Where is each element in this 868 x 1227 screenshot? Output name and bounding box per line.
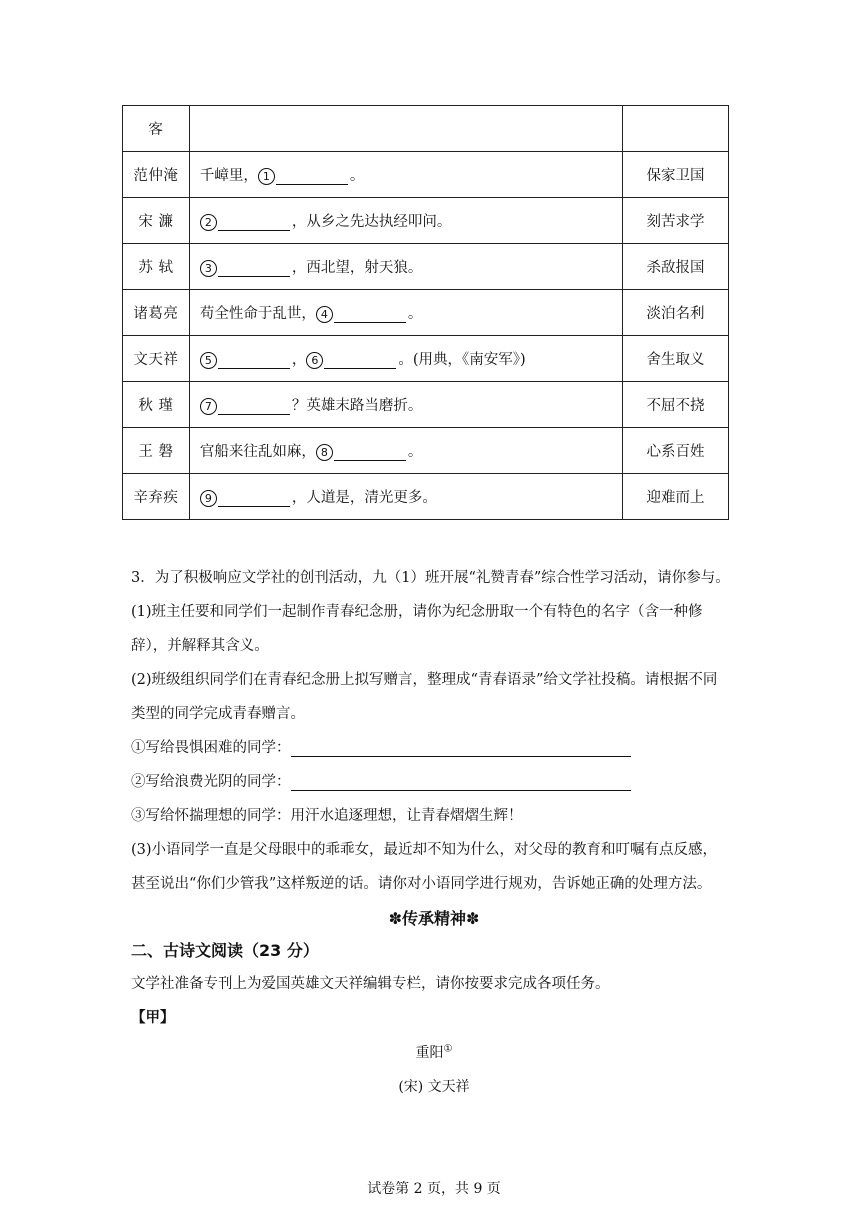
- verse-cell: [189, 106, 622, 152]
- q3-sub2-answer-blank[interactable]: [291, 774, 631, 791]
- blank-number: 2: [200, 214, 217, 231]
- answer-blank[interactable]: [218, 490, 290, 507]
- verse-text: ？英雄末路当磨折。: [291, 398, 423, 414]
- table-row: [123, 428, 729, 474]
- author-cell: 王 磐: [123, 428, 190, 474]
- answer-blank[interactable]: [218, 352, 290, 369]
- blank-number: 1: [258, 168, 275, 185]
- table-row: [123, 336, 729, 382]
- theme-cell: 保家卫国: [623, 152, 729, 198]
- answer-blank[interactable]: [276, 168, 348, 185]
- author-cell: 范仲淹: [123, 152, 190, 198]
- theme-cell: 杀敌报国: [623, 244, 729, 290]
- theme-cell: 舍生取义: [623, 336, 729, 382]
- verse-text: ，: [291, 352, 307, 368]
- answer-blank[interactable]: [218, 214, 290, 231]
- answer-blank[interactable]: [218, 260, 290, 277]
- poem-title: 重阳: [415, 1045, 444, 1061]
- table-row: [123, 474, 729, 520]
- verse-text: 。: [407, 444, 423, 460]
- table-row: [123, 382, 729, 428]
- section-divider: ✽传承精神✽: [388, 909, 480, 928]
- author-cell: 宋 濂: [123, 198, 190, 244]
- blank-number: 5: [200, 352, 217, 369]
- page-footer: 试卷第 2 页，共 9 页: [367, 1181, 501, 1197]
- q3-sub2-label: ②写给浪费光阴的同学：: [131, 774, 291, 790]
- theme-cell: 刻苦求学: [623, 198, 729, 244]
- poem-table: [122, 105, 729, 520]
- poem-footnote-mark: ①: [443, 1043, 453, 1055]
- table-row: [123, 198, 729, 244]
- answer-blank[interactable]: [334, 444, 406, 461]
- verse-text: 官船来往乱如麻，: [199, 444, 316, 460]
- verse-text: 。: [349, 168, 365, 184]
- verse-text: 千嶂里，: [199, 168, 258, 184]
- verse-cell: [189, 474, 622, 520]
- q3-part1-line1: (1)班主任要和同学们一起制作青春纪念册，请你为纪念册取一个有特色的名字（含一种修: [131, 604, 703, 620]
- q3-sub1-label: ①写给畏惧困难的同学：: [131, 740, 291, 756]
- q3-stem: 3．为了积极响应文学社的创刊活动，九（1）班开展“礼赞青春”综合性学习活动，请你参与。: [131, 570, 730, 586]
- verse-cell: [189, 244, 622, 290]
- blank-number: 9: [200, 490, 217, 507]
- theme-cell: 迎难而上: [623, 474, 729, 520]
- blank-number: 7: [200, 398, 217, 415]
- verse-text: ，西北望，射天狼。: [291, 260, 423, 276]
- verse-cell: [189, 382, 622, 428]
- table-row: [123, 106, 729, 152]
- verse-cell: [189, 290, 622, 336]
- verse-text: ，从乡之先达执经叩问。: [291, 214, 452, 230]
- section2-title: 二、古诗文阅读（23 分）: [131, 941, 319, 960]
- q3-part2-line2: 类型的同学完成青春赠言。: [131, 706, 305, 722]
- blank-number: 8: [316, 444, 333, 461]
- verse-cell: [189, 198, 622, 244]
- theme-cell: [623, 106, 729, 152]
- q3-part3-line2: 甚至说出“你们少管我”这样叛逆的话。请你对小语同学进行规劝，告诉她正确的处理方法。: [131, 876, 712, 892]
- author-cell: 辛弃疾: [123, 474, 190, 520]
- answer-blank[interactable]: [334, 306, 406, 323]
- blank-number: 6: [306, 352, 323, 369]
- blank-number: 3: [200, 260, 217, 277]
- verse-cell: [189, 152, 622, 198]
- table-row: [123, 244, 729, 290]
- q3-part2-line1: (2)班级组织同学们在青春纪念册上拟写赠言，整理成“青春语录”给文学社投稿。请根据不同: [131, 672, 718, 688]
- author-cell: 苏 轼: [123, 244, 190, 290]
- section2-intro: 文学社准备专刊上为爱国英雄文天祥编辑专栏，请你按要求完成各项任务。: [131, 976, 610, 992]
- author-cell: 文天祥: [123, 336, 190, 382]
- q3-sub1-answer-blank[interactable]: [291, 740, 631, 757]
- answer-blank[interactable]: [324, 352, 396, 369]
- q3-sub2: [131, 770, 631, 791]
- verse-text: 。(用典，《南安军》): [398, 352, 526, 368]
- verse-cell: [189, 336, 622, 382]
- q3-part3-line1: (3)小语同学一直是父母眼中的乖乖女，最近却不知为什么，对父母的教育和叮嘱有点反感，: [131, 842, 718, 858]
- table-row: [123, 152, 729, 198]
- verse-cell: [189, 428, 622, 474]
- q3-part1-line2: 辞），并解释其含义。: [131, 638, 269, 654]
- theme-cell: 淡泊名利: [623, 290, 729, 336]
- q3-sub1: [131, 736, 631, 757]
- q3-sub3: ③写给怀揣理想的同学：用汗水追逐理想，让青春熠熠生辉！: [131, 808, 523, 824]
- verse-text: 苟全性命于乱世，: [199, 306, 316, 322]
- blank-number: 4: [316, 306, 333, 323]
- poem-author: (宋) 文天祥: [398, 1079, 470, 1095]
- answer-blank[interactable]: [218, 398, 290, 415]
- theme-cell: 心系百姓: [623, 428, 729, 474]
- author-cell: 秋 瑾: [123, 382, 190, 428]
- section2-label: 【甲】: [131, 1009, 175, 1026]
- verse-text: ，人道是，清光更多。: [291, 490, 437, 506]
- author-cell: 诸葛亮: [123, 290, 190, 336]
- theme-cell: 不屈不挠: [623, 382, 729, 428]
- poem-heading: [0, 1042, 868, 1062]
- verse-text: 。: [407, 306, 423, 322]
- author-cell: 客: [123, 106, 190, 152]
- table-row: [123, 290, 729, 336]
